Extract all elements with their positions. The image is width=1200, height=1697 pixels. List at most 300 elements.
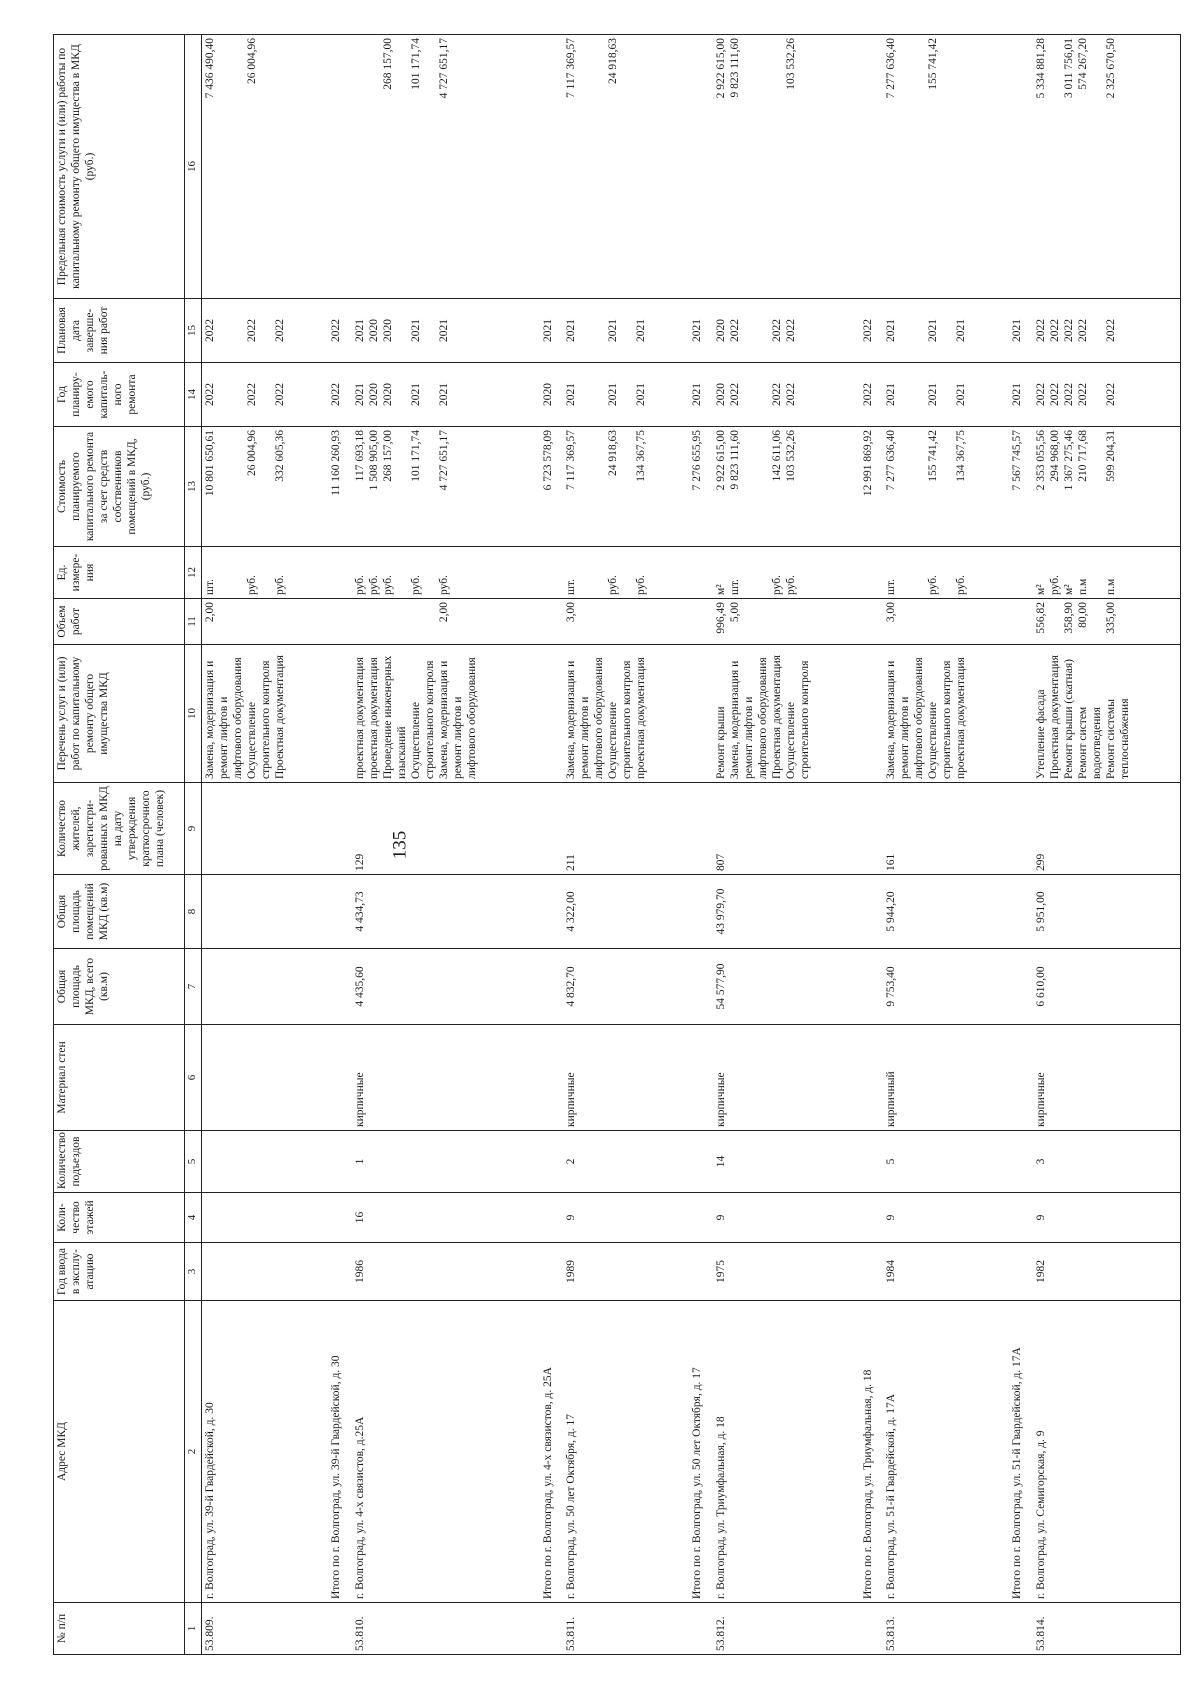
work-unit: руб. xyxy=(771,575,784,595)
empty-cell xyxy=(1009,35,1032,299)
column-header: Коли-чество этажей xyxy=(54,1193,185,1243)
empty-cell xyxy=(1009,547,1032,599)
work-name: Проектная документация xyxy=(1048,655,1061,779)
work-cost-cell xyxy=(202,427,329,547)
work-max-cost: 103 532,26 xyxy=(785,38,798,90)
column-number: 12 xyxy=(185,547,202,599)
work-max-cost: 2 922 615,00 xyxy=(714,38,727,99)
work-volume xyxy=(367,602,381,641)
page-number: 135 xyxy=(389,830,411,860)
work-volume xyxy=(353,602,367,641)
total-label: Итого по г. Волгоград, ул. Триумфальная, д. 18 xyxy=(860,1301,883,1603)
work-cost-cell xyxy=(1033,427,1181,547)
work-max-cost: 9 823 111,60 xyxy=(728,38,741,98)
work-cost: 26 004,96 xyxy=(246,430,259,476)
work-name: проектная документация xyxy=(955,657,968,779)
work-unit-cell xyxy=(883,547,1009,599)
residents-cell: 299 xyxy=(1033,783,1181,875)
work-cost: 7 117 369,57 xyxy=(565,430,578,490)
empty-cell xyxy=(328,1193,351,1243)
area-total-cell: 4 832,70 xyxy=(563,949,689,1025)
work-date: 2022 xyxy=(1062,319,1075,342)
empty-cell xyxy=(1009,1025,1032,1131)
total-date: 2021 xyxy=(1009,299,1032,363)
total-cell xyxy=(1009,1603,1032,1655)
work-date: 2022 xyxy=(1034,319,1047,342)
work-max-cost: 3 011 756,01 xyxy=(1062,38,1075,98)
work-max-cost xyxy=(954,38,968,295)
area-rooms-cell xyxy=(202,875,329,949)
work-date: 2022 xyxy=(1076,319,1089,342)
work-volume-cell xyxy=(352,599,540,645)
work-date-cell xyxy=(352,299,540,363)
work-volume xyxy=(954,602,968,641)
work-unit: м² xyxy=(714,584,727,595)
work-date: 2021 xyxy=(353,319,366,342)
work-max-cost: 26 004,96 xyxy=(246,38,259,84)
column-header: Общая площадь МКД, всего (кв.м) xyxy=(54,949,185,1025)
work-year: 2021 xyxy=(635,383,648,406)
work-unit: м² xyxy=(1034,584,1047,595)
total-row xyxy=(1009,35,1032,1655)
column-number: 10 xyxy=(185,645,202,783)
work-year: 2020 xyxy=(714,383,727,406)
built-year-cell: 1989 xyxy=(563,1243,689,1301)
table-row xyxy=(202,35,329,1655)
empty-cell xyxy=(328,783,351,875)
area-total-cell: 54 577,90 xyxy=(713,949,860,1025)
work-name: Замена, модернизация и ремонт лифтов и лифтового оборудования xyxy=(438,657,479,779)
column-header: Количество жителей, зарегистри-рованных в МКД на дату утверждения краткосрочного плана (человек) xyxy=(54,783,185,875)
work-max-cost xyxy=(367,38,381,295)
work-date: 2021 xyxy=(409,319,422,342)
work-unit-cell xyxy=(563,547,689,599)
work-year: 2022 xyxy=(728,383,741,406)
work-name: Проектная документация xyxy=(771,655,784,779)
empty-cell xyxy=(1009,1131,1032,1193)
work-unit: руб. xyxy=(635,575,648,595)
work-unit: п.м xyxy=(1104,578,1117,595)
work-year: 2021 xyxy=(885,383,898,406)
work-volume: 358,90 xyxy=(1062,602,1075,634)
column-number: 3 xyxy=(185,1243,202,1301)
work-year-cell xyxy=(883,363,1009,427)
work-volume xyxy=(381,602,409,641)
work-max-cost xyxy=(273,38,287,295)
total-cost: 6 723 578,09 xyxy=(540,427,563,547)
work-cost: 155 741,42 xyxy=(927,430,940,482)
total-year: 2021 xyxy=(1009,363,1032,427)
work-year-cell xyxy=(713,363,860,427)
work-unit: руб. xyxy=(274,575,287,595)
column-header: № п/п xyxy=(54,1603,185,1655)
empty-cell xyxy=(1009,949,1032,1025)
empty-cell xyxy=(689,949,712,1025)
work-cost-cell xyxy=(883,427,1009,547)
column-number: 11 xyxy=(185,599,202,645)
empty-cell xyxy=(1009,1243,1032,1301)
floors-cell: 9 xyxy=(1033,1193,1181,1243)
work-name: Ремонт системы теплоснабжения xyxy=(1104,698,1131,779)
work-volume xyxy=(409,602,437,641)
total-row xyxy=(540,35,563,1655)
entrances-cell: 5 xyxy=(883,1131,1009,1193)
work-date-cell xyxy=(202,299,329,363)
work-name: Осуществление строительного контроля xyxy=(607,660,634,779)
work-date: 2022 xyxy=(1104,319,1117,342)
work-name: Замена, модернизация и ремонт лифтов и лифтового оборудования xyxy=(885,657,926,779)
work-name-cell xyxy=(883,645,1009,783)
address-cell: г. Волгоград, ул. Триумфальная, д. 18 xyxy=(713,1301,860,1603)
built-year-cell: 1986 xyxy=(352,1243,540,1301)
area-total-cell: 6 610,00 xyxy=(1033,949,1181,1025)
total-label: Итого по г. Волгоград, ул. 4-х связистов, д. 25А xyxy=(540,1301,563,1603)
work-date: 2022 xyxy=(204,319,216,342)
work-date: 2021 xyxy=(927,319,940,342)
work-date: 2020 xyxy=(714,319,727,342)
wall-material-cell: кирпичные xyxy=(713,1025,860,1131)
work-year: 2022 xyxy=(1062,383,1075,406)
work-name: Осуществление строительного контроля xyxy=(409,660,436,779)
work-volume-cell xyxy=(563,599,689,645)
empty-cell xyxy=(328,547,351,599)
work-year: 2022 xyxy=(785,383,798,406)
empty-cell xyxy=(689,783,712,875)
work-cost-cell xyxy=(352,427,540,547)
row-number: 53.813. xyxy=(883,1603,1009,1655)
table-body xyxy=(202,35,1181,1655)
row-number: 53.809. xyxy=(202,1603,329,1655)
column-number: 13 xyxy=(185,427,202,547)
work-volume xyxy=(245,602,273,641)
total-row xyxy=(860,35,883,1655)
total-label: Итого по г. Волгоград, ул. 39-й Гвардейской, д. 30 xyxy=(328,1301,351,1603)
work-year: 2021 xyxy=(409,383,422,406)
work-volume: 335,00 xyxy=(1104,602,1117,634)
floors-cell: 9 xyxy=(563,1193,689,1243)
work-name: Замена, модернизация и ремонт лифтов и лифтового оборудования xyxy=(204,657,245,779)
work-cost: 117 693,18 xyxy=(353,430,366,482)
empty-cell xyxy=(328,949,351,1025)
work-name-cell xyxy=(352,645,540,783)
empty-cell xyxy=(1009,875,1032,949)
work-cost: 4 727 651,17 xyxy=(438,430,451,491)
work-volume xyxy=(1048,602,1062,641)
area-total-cell: 9 753,40 xyxy=(883,949,1009,1025)
work-volume: 3,00 xyxy=(565,602,578,623)
work-volume xyxy=(634,602,648,641)
work-name: проектная документация xyxy=(635,657,648,779)
entrances-cell: 2 xyxy=(563,1131,689,1193)
address-cell: г. Волгоград, ул. 4-х связистов, д.25А xyxy=(352,1301,540,1603)
total-cell xyxy=(540,1603,563,1655)
column-number-row xyxy=(185,35,202,1655)
work-max-cost-cell xyxy=(563,35,689,299)
empty-cell xyxy=(540,875,563,949)
work-volume: 3,00 xyxy=(885,602,898,623)
column-header: Общая площадь помещений МКД (кв.м) xyxy=(54,875,185,949)
work-unit: шт. xyxy=(204,579,216,595)
work-date-cell xyxy=(883,299,1009,363)
work-year: 2021 xyxy=(955,383,968,406)
area-rooms-cell: 4 322,00 xyxy=(563,875,689,949)
work-name: Ремонт крыши xyxy=(714,706,727,779)
work-cost: 142 611,06 xyxy=(771,430,784,482)
work-cost: 10 801 650,61 xyxy=(204,430,216,497)
work-name: проектная документация xyxy=(353,657,366,779)
work-year: 2020 xyxy=(381,383,394,406)
total-row xyxy=(689,35,712,1655)
wall-material-cell xyxy=(202,1025,329,1131)
total-year: 2022 xyxy=(328,363,351,427)
total-date: 2022 xyxy=(860,299,883,363)
total-cost: 7 567 745,57 xyxy=(1009,427,1032,547)
empty-cell xyxy=(328,35,351,299)
work-name-cell xyxy=(202,645,329,783)
work-year-cell xyxy=(1033,363,1181,427)
work-max-cost xyxy=(353,38,367,295)
empty-cell xyxy=(860,949,883,1025)
empty-cell xyxy=(860,547,883,599)
work-date: 2021 xyxy=(635,319,648,342)
total-cost: 11 160 260,93 xyxy=(328,427,351,547)
column-number: 1 xyxy=(185,1603,202,1655)
work-date: 2020 xyxy=(367,319,380,342)
column-header: Предельная стоимость услуги и (или) работы по капитальному ремонту общего имущества в МКД (руб.) xyxy=(54,35,185,299)
work-cost: 9 823 111,60 xyxy=(728,430,741,490)
work-max-cost-cell xyxy=(1033,35,1181,299)
total-year: 2021 xyxy=(689,363,712,427)
area-rooms-cell: 4 434,73 xyxy=(352,875,540,949)
work-name: Проведение инженерных изысканий xyxy=(381,655,408,779)
row-number: 53.811. xyxy=(563,1603,689,1655)
column-header: Материал стен xyxy=(54,1025,185,1131)
work-year: 2022 xyxy=(274,383,287,406)
work-name: Проектная документация xyxy=(274,655,287,779)
column-number: 2 xyxy=(185,1301,202,1603)
work-unit: руб. xyxy=(409,575,422,595)
work-unit: руб. xyxy=(785,575,798,595)
column-number: 5 xyxy=(185,1131,202,1193)
work-cost: 7 277 636,40 xyxy=(885,430,898,491)
work-unit: шт. xyxy=(728,579,741,595)
work-name: Ремонт крыши (скатная) xyxy=(1062,659,1075,779)
work-cost: 1 367 275,46 xyxy=(1062,430,1075,491)
empty-cell xyxy=(860,599,883,645)
work-unit-cell xyxy=(202,547,329,599)
work-max-cost xyxy=(770,38,784,295)
work-cost: 294 968,00 xyxy=(1048,430,1061,482)
work-volume-cell xyxy=(713,599,860,645)
empty-cell xyxy=(689,1025,712,1131)
work-year: 2021 xyxy=(607,383,620,406)
work-max-cost: 155 741,42 xyxy=(927,38,940,90)
work-name: Замена, модернизация и ремонт лифтов и лифтового оборудования xyxy=(565,657,606,779)
total-year: 2020 xyxy=(540,363,563,427)
total-date: 2021 xyxy=(540,299,563,363)
work-volume xyxy=(273,602,287,641)
work-volume-cell xyxy=(202,599,329,645)
work-cost: 134 367,75 xyxy=(635,430,648,482)
entrances-cell: 3 xyxy=(1033,1131,1181,1193)
work-volume xyxy=(606,602,634,641)
empty-cell xyxy=(689,875,712,949)
column-number: 8 xyxy=(185,875,202,949)
work-year: 2022 xyxy=(1104,383,1117,406)
work-name-cell xyxy=(713,645,860,783)
work-max-cost-cell xyxy=(713,35,860,299)
table-row xyxy=(713,35,860,1655)
work-unit: п.м xyxy=(1076,578,1089,595)
work-year: 2022 xyxy=(204,383,216,406)
work-volume xyxy=(784,602,812,641)
empty-cell xyxy=(689,547,712,599)
work-name: Замена, модернизация и ремонт лифтов и лифтового оборудования xyxy=(728,657,769,779)
work-date: 2022 xyxy=(1048,319,1061,342)
work-date: 2022 xyxy=(728,319,741,342)
work-max-cost: 7 277 636,40 xyxy=(885,38,898,99)
work-volume: 2,00 xyxy=(204,602,216,623)
work-date: 2021 xyxy=(438,319,451,342)
work-year-cell xyxy=(352,363,540,427)
rotated-table-container xyxy=(53,35,1181,1655)
work-max-cost-cell xyxy=(883,35,1009,299)
work-date: 2022 xyxy=(274,319,287,342)
empty-cell xyxy=(860,35,883,299)
work-date: 2020 xyxy=(381,319,394,342)
work-volume: 996,49 xyxy=(714,602,727,634)
residents-cell: 211 xyxy=(563,783,689,875)
work-name-cell xyxy=(1033,645,1181,783)
empty-cell xyxy=(860,1193,883,1243)
empty-cell xyxy=(540,1243,563,1301)
column-header: Год планиру-емого капиталь-ного ремонта xyxy=(54,363,185,427)
work-volume-cell xyxy=(1033,599,1181,645)
wall-material-cell: кирпичный xyxy=(883,1025,1009,1131)
work-cost: 103 532,26 xyxy=(785,430,798,482)
work-date: 2021 xyxy=(955,319,968,342)
empty-cell xyxy=(860,875,883,949)
work-year: 2021 xyxy=(565,383,578,406)
empty-cell xyxy=(328,875,351,949)
work-cost: 2 922 615,00 xyxy=(714,430,727,491)
column-header: Количество подъездов xyxy=(54,1131,185,1193)
work-name: Осуществление строительного контроля xyxy=(785,660,812,779)
empty-cell xyxy=(540,645,563,783)
empty-cell xyxy=(689,1131,712,1193)
empty-cell xyxy=(540,1025,563,1131)
work-date: 2022 xyxy=(771,319,784,342)
work-max-cost: 268 157,00 xyxy=(381,38,394,90)
column-header: Перечень услуг и (или) работ по капитальному ремонту общего имущества МКД xyxy=(54,645,185,783)
work-unit: шт. xyxy=(565,579,578,595)
empty-cell xyxy=(540,547,563,599)
work-cost-cell xyxy=(713,427,860,547)
work-unit: руб. xyxy=(1048,575,1061,595)
work-year: 2022 xyxy=(1048,383,1061,406)
column-header: Год ввода в эксплу-атацию xyxy=(54,1243,185,1301)
total-date: 2022 xyxy=(328,299,351,363)
work-name: Ремонт систем водоотведения xyxy=(1076,706,1103,779)
column-number: 14 xyxy=(185,363,202,427)
empty-cell xyxy=(540,1193,563,1243)
total-cell xyxy=(860,1603,883,1655)
residents-cell: 161 xyxy=(883,783,1009,875)
floors-cell: 16 xyxy=(352,1193,540,1243)
column-number: 4 xyxy=(185,1193,202,1243)
column-header: Ед. измере-ния xyxy=(54,547,185,599)
work-cost: 2 353 055,56 xyxy=(1034,430,1047,491)
work-date: 2021 xyxy=(885,319,898,342)
empty-cell xyxy=(689,35,712,299)
column-header: Объем работ xyxy=(54,599,185,645)
work-year: 2022 xyxy=(246,383,259,406)
work-unit-cell xyxy=(1033,547,1181,599)
built-year-cell: 1982 xyxy=(1033,1243,1181,1301)
empty-cell xyxy=(1009,783,1032,875)
area-rooms-cell: 5 951,00 xyxy=(1033,875,1181,949)
total-cell xyxy=(328,1603,351,1655)
area-total-cell xyxy=(202,949,329,1025)
empty-cell xyxy=(689,599,712,645)
work-cost: 332 605,36 xyxy=(274,430,287,482)
work-volume: 556,82 xyxy=(1034,602,1047,634)
address-cell: г. Волгоград, ул. Семигорская, д. 9 xyxy=(1033,1301,1181,1603)
total-year: 2022 xyxy=(860,363,883,427)
work-volume xyxy=(926,602,954,641)
work-cost: 134 367,75 xyxy=(955,430,968,482)
work-date-cell xyxy=(563,299,689,363)
empty-cell xyxy=(328,645,351,783)
work-date-cell xyxy=(713,299,860,363)
built-year-cell xyxy=(202,1243,329,1301)
area-total-cell: 4 435,60 xyxy=(352,949,540,1025)
work-max-cost: 4 727 651,17 xyxy=(438,38,451,99)
floors-cell: 9 xyxy=(713,1193,860,1243)
residents-cell: 807 xyxy=(713,783,860,875)
work-max-cost: 7 117 369,57 xyxy=(565,38,578,98)
work-name: Осуществление строительного контроля xyxy=(246,660,273,779)
area-rooms-cell: 43 979,70 xyxy=(713,875,860,949)
work-cost: 268 157,00 xyxy=(381,430,394,482)
table-row xyxy=(352,35,540,1655)
work-cost-cell xyxy=(563,427,689,547)
work-cost: 1 508 905,00 xyxy=(367,430,380,491)
work-cost: 101 171,74 xyxy=(409,430,422,482)
column-header: Плановая дата заверше-ния работ xyxy=(54,299,185,363)
work-name-cell xyxy=(563,645,689,783)
wall-material-cell: кирпичные xyxy=(1033,1025,1181,1131)
work-date: 2022 xyxy=(246,319,259,342)
empty-cell xyxy=(689,645,712,783)
work-year: 2022 xyxy=(771,383,784,406)
table-row xyxy=(883,35,1009,1655)
empty-cell xyxy=(328,1025,351,1131)
wall-material-cell: кирпичные xyxy=(563,1025,689,1131)
empty-cell xyxy=(860,783,883,875)
work-unit: шт. xyxy=(885,579,898,595)
work-year: 2021 xyxy=(353,383,366,406)
entrances-cell: 14 xyxy=(713,1131,860,1193)
empty-cell xyxy=(328,1131,351,1193)
work-max-cost: 7 436 490,40 xyxy=(204,38,216,99)
address-cell: г. Волгоград, ул. 39-й Гвардейской, д. 30 xyxy=(202,1301,329,1603)
header-row xyxy=(54,35,185,1655)
empty-cell xyxy=(1009,599,1032,645)
empty-cell xyxy=(540,1131,563,1193)
work-date: 2022 xyxy=(785,319,798,342)
column-header: Адрес МКД xyxy=(54,1301,185,1603)
